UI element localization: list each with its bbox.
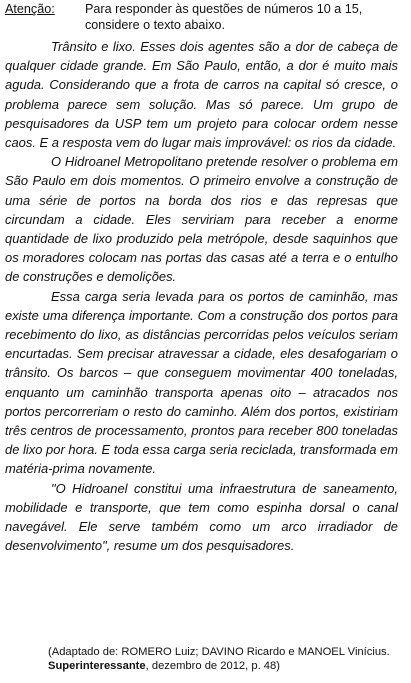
citation-suffix: , dezembro de 2012, p. 48) xyxy=(145,660,280,672)
magazine-title: Superinteressante xyxy=(48,660,146,672)
paragraph: Trânsito e lixo. Esses dois agentes são a dor de cabeça de qualquer cidade grande. Em São Paulo, então, a dor é muito mais aguda. Considerando que a frota de carros na capital só cresce, o problema parece sem solução. Mas só parece. Um grupo de pesquisadores da USP tem um projeto para colocar ordem nesse caos. E a resposta vem do lugar mais improvável: os rios da cidade. xyxy=(5,39,398,151)
article-body xyxy=(5,37,398,555)
paragraph: Essa carga seria levada para os portos de caminhão, mas existe uma diferença importante. Com a construção dos portos para recebimento do lixo, as distâncias percorridas pelos veículos seriam encurtadas. Sem precisar atravessar a cidade, eles desafogariam o trânsito. Os barcos – que conseguem movimentar 400 toneladas, enquanto um caminhão transporta apenas oito – atracados nos portos percorreriam o resto do caminho. Além dos portos, existiriam três centros de processamento, prontos para receber 800 toneladas de lixo por hora. E toda essa carga seria reciclada, transformada em matéria-prima novamente. xyxy=(5,288,398,477)
paragraph: O Hidroanel Metropolitano pretende resolver o problema em São Paulo em dois momentos. O primeiro envolve a construção de uma série de portos na borda dos rios e das represas que circundam a cidade. Eles serviriam para receber a enorme quantidade de lixo produzido pela metrópole, desde saquinhos que os moradores colocam nas portas das casas até a terra e o entulho de construções e demolições. xyxy=(5,154,398,285)
paragraph: "O Hidroanel constitui uma infraestrutura de saneamento, mobilidade e transporte, que tem como espinha dorsal o canal navegável. Ele serve também como um arco irradiador de desenvolvimento", resume um dos pesquisadores. xyxy=(5,480,398,554)
attention-label: Atenção: xyxy=(5,2,55,16)
source-citation xyxy=(48,645,403,673)
instruction-text: Para responder às questões de números 10 a 15, considere o texto abaixo. xyxy=(85,2,363,32)
citation-prefix: (Adaptado de: ROMERO Luiz; DAVINO Ricardo e MANOEL Vinícius. xyxy=(48,646,390,658)
